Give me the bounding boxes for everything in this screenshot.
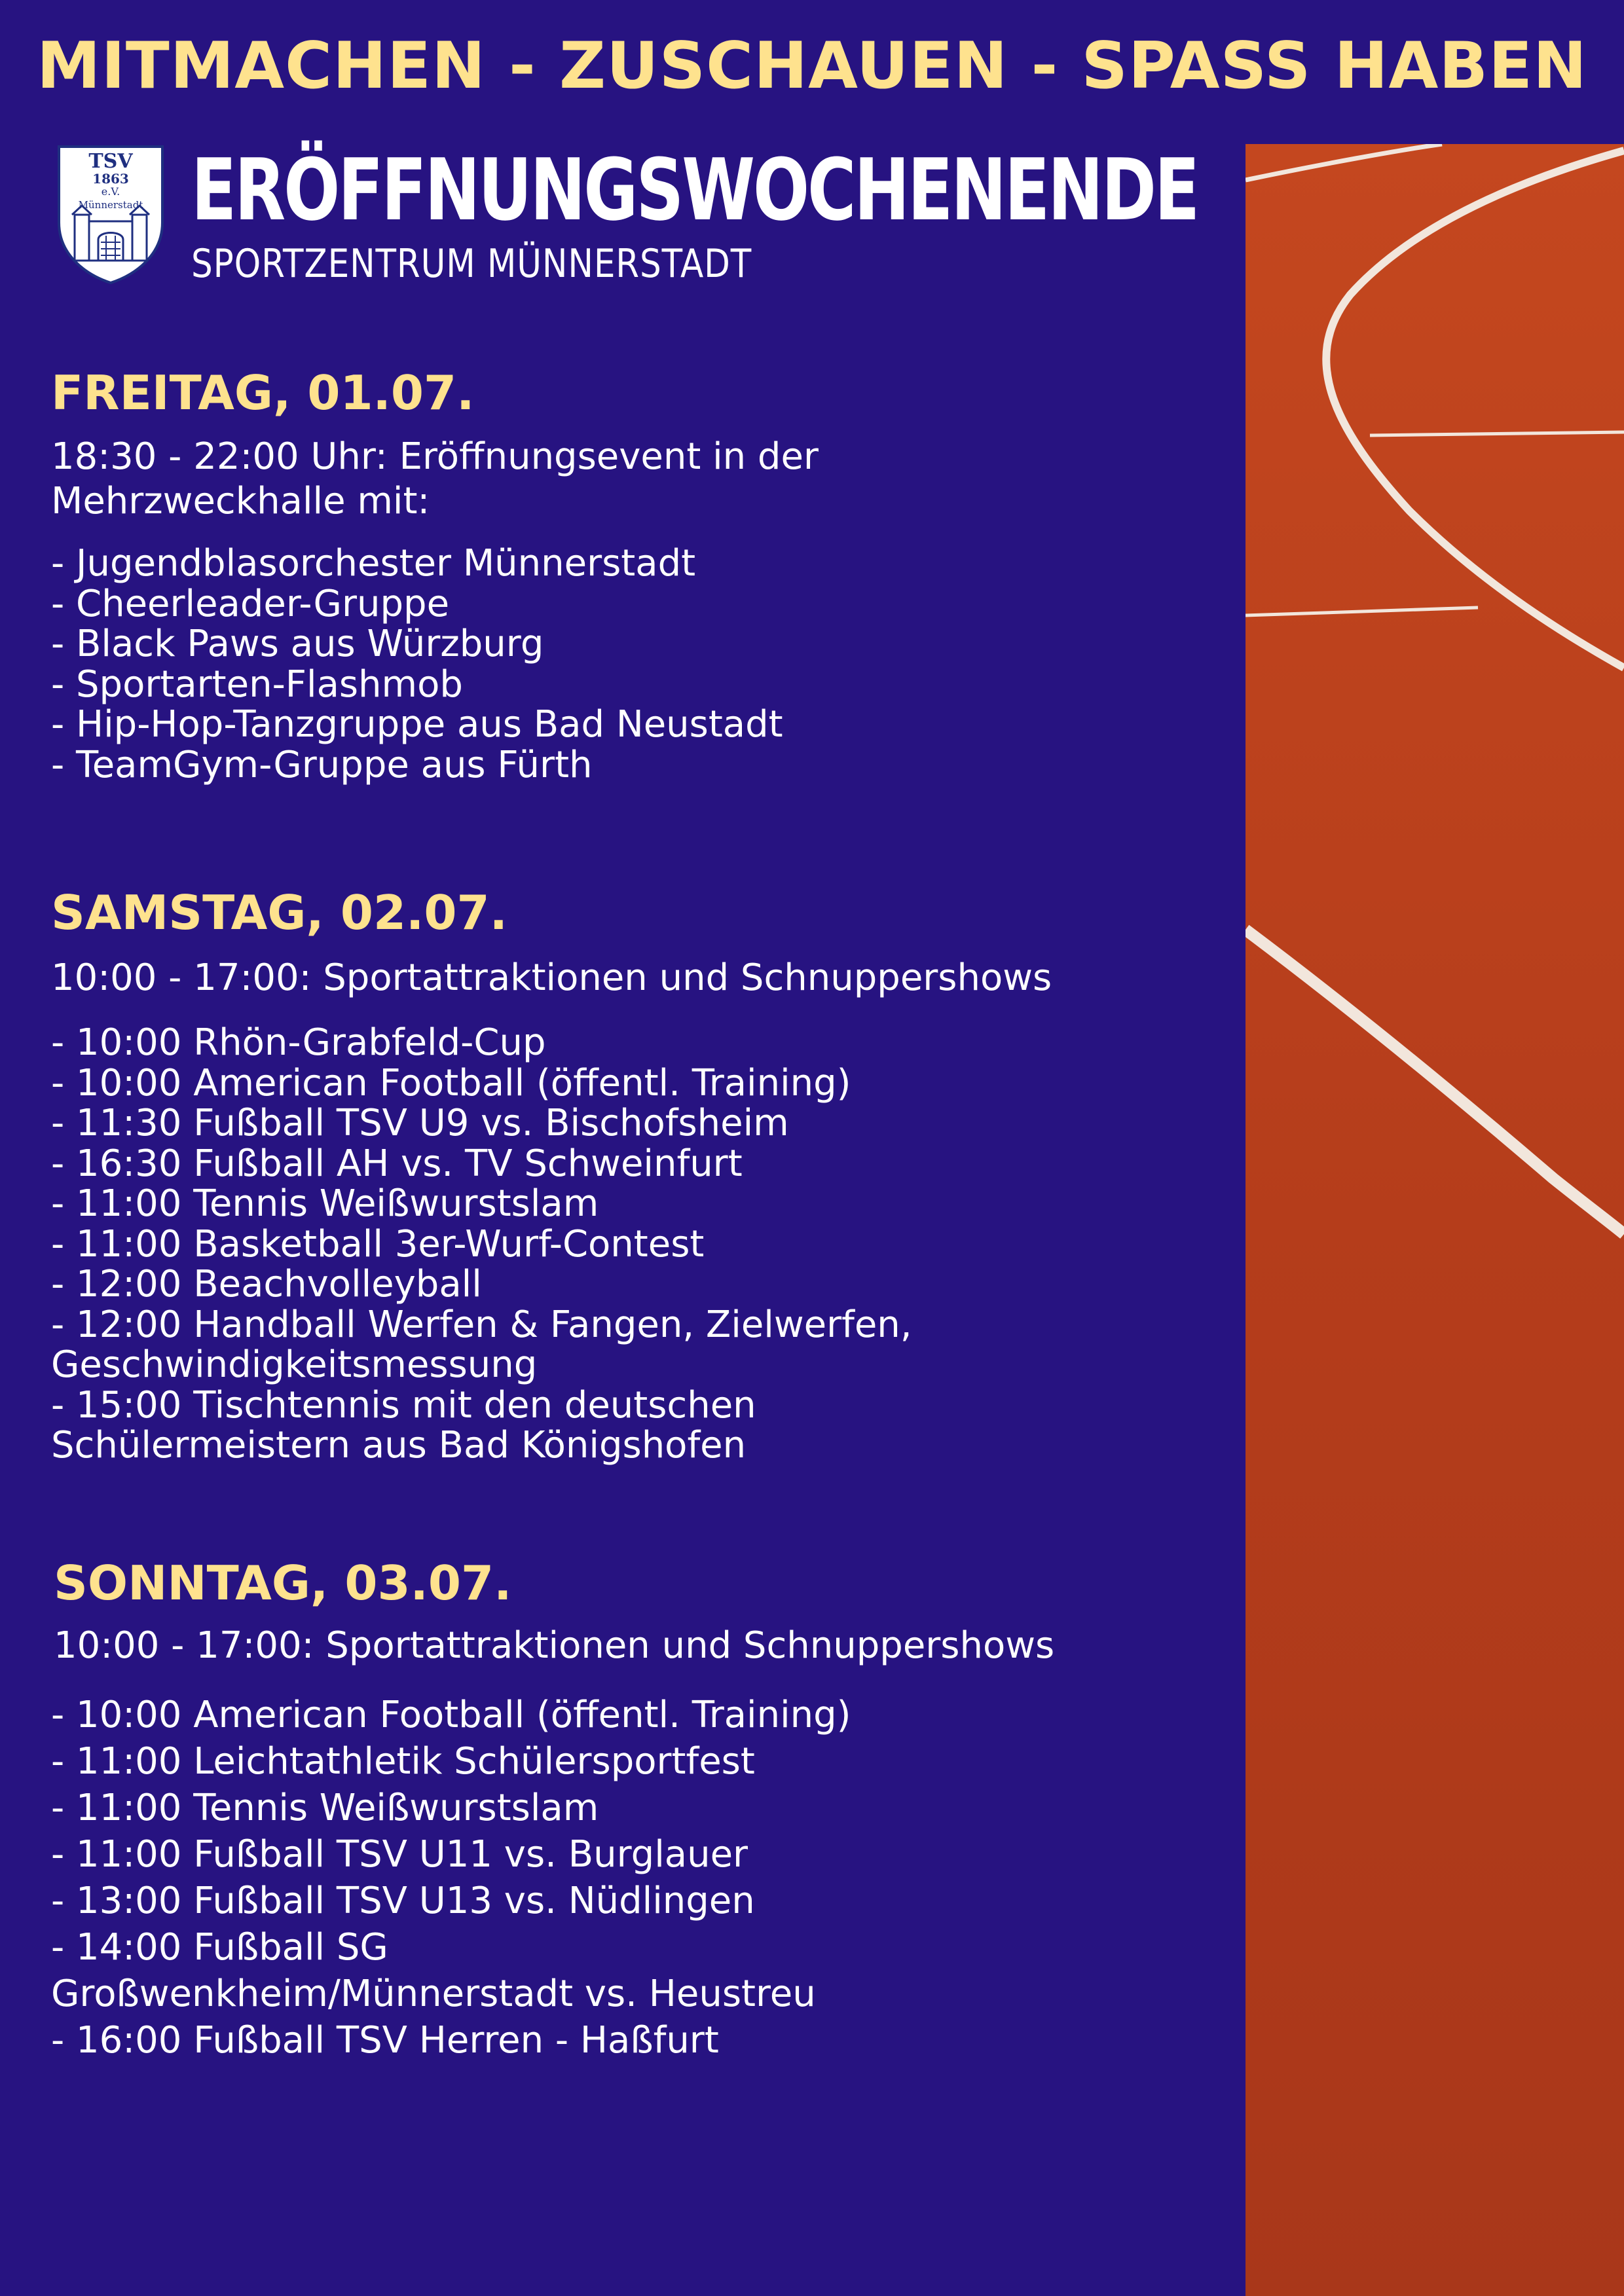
list-item: - 13:00 Fußball TSV U13 vs. Nüdlingen [51,1880,755,1922]
list-item: Großwenkheim/Münnerstadt vs. Heustreu [51,1973,816,2015]
friday-intro [51,435,819,524]
list-item: - 12:00 Beachvolleyball [51,1263,482,1305]
friday-program-list [51,543,783,785]
list-item: Schülermeistern aus Bad Königshofen [51,1424,747,1467]
list-item: - 15:00 Tischtennis mit den deutschen [51,1383,756,1427]
svg-text:Münnerstadt: Münnerstadt [78,199,143,211]
svg-text:e.V.: e.V. [101,185,120,198]
list-item: - 11:30 Fußball TSV U9 vs. Bischofsheim [51,1102,789,1144]
list-item: - 11:00 Fußball TSV U11 vs. Burglauer [51,1833,748,1876]
list-item: - TeamGym-Gruppe aus Fürth [51,743,593,786]
list-item: - 11:00 Leichtathletik Schülersportfest [51,1740,755,1783]
list-item: - 10:00 Rhön-Grabfeld-Cup [51,1021,546,1064]
running-track-photo [1246,144,1624,2296]
list-item: - 14:00 Fußball SG [51,1926,388,1969]
list-item: - Sportarten-Flashmob [51,663,463,706]
list-item: - 10:00 American Football (öffentl. Training) [51,1694,851,1736]
list-item: - 11:00 Tennis Weißwurstslam [51,1182,599,1225]
sunday-heading: SONNTAG, 03.07. [54,1556,512,1611]
saturday-program-list [51,1023,912,1466]
tsv-crest-logo [56,144,165,285]
sunday-program-list [51,1692,851,2064]
tagline: MITMACHEN - ZUSCHAUEN - SPASS HABEN [36,29,1588,103]
list-item: - Black Paws aus Würzburg [51,623,544,665]
list-item: - Hip-Hop-Tanzgruppe aus Bad Neustadt [51,703,783,746]
list-item: - 11:00 Tennis Weißwurstslam [51,1787,599,1829]
list-item: - Cheerleader-Gruppe [51,582,450,625]
svg-text:1863: 1863 [92,171,129,187]
list-item: - 10:00 American Football (öffentl. Training) [51,1061,851,1104]
list-item: - 11:00 Basketball 3er-Wurf-Contest [51,1222,705,1266]
svg-text:TSV: TSV [88,150,133,173]
friday-intro-line: 18:30 - 22:00 Uhr: Eröffnungsevent in der [51,435,819,478]
list-item: - 16:30 Fußball AH vs. TV Schweinfurt [51,1142,743,1185]
list-item: Geschwindigkeitsmessung [51,1343,538,1386]
sunday-intro: 10:00 - 17:00: Sportattraktionen und Schnuppershows [54,1624,1055,1667]
page-subtitle: SPORTZENTRUM MÜNNERSTADT [191,241,752,287]
list-item: - Jugendblasorchester Münnerstadt [51,542,696,585]
list-item: - 16:00 Fußball TSV Herren - Haßfurt [51,2019,719,2062]
list-item: - 12:00 Handball Werfen & Fangen, Zielwerfen, [51,1303,912,1346]
track-lines-graphic [1246,144,1624,2296]
friday-heading: FREITAG, 01.07. [51,365,475,420]
friday-intro-line: Mehrzweckhalle mit: [51,480,430,522]
saturday-heading: SAMSTAG, 02.07. [51,885,507,940]
page-title: ERÖFFNUNGSWOCHENENDE [191,140,1198,240]
saturday-intro: 10:00 - 17:00: Sportattraktionen und Schnuppershows [51,957,1052,999]
